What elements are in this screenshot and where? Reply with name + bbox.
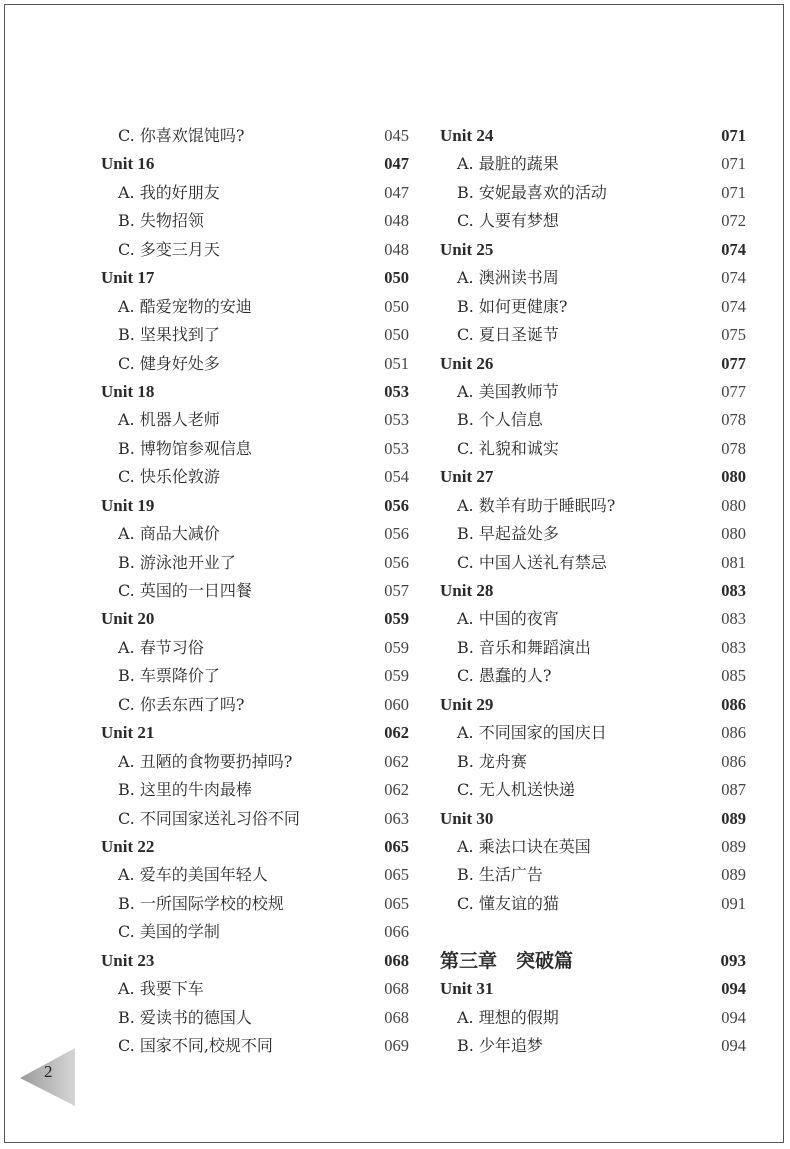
toc-entry-page: 065 (384, 865, 409, 885)
toc-entry-title: C. 多变三月天 (118, 239, 220, 259)
toc-unit-heading (101, 492, 409, 520)
toc-unit-heading (101, 605, 409, 633)
toc-entry (101, 805, 409, 833)
toc-entry (101, 1004, 409, 1032)
toc-entry-title: A. 理想的假期 (457, 1007, 559, 1027)
toc-entry-page: 057 (384, 581, 409, 600)
toc-entry (101, 350, 409, 378)
toc-entry (440, 1004, 746, 1032)
toc-entry-title: B. 如何更健康? (457, 296, 568, 316)
toc-entry-page: 062 (384, 723, 409, 743)
toc-entry-title: A. 最脏的蔬果 (457, 154, 559, 174)
toc-entry-title: B. 早起益处多 (457, 524, 559, 544)
toc-entry-title: A. 丑陋的食物要扔掉吗? (118, 751, 293, 771)
toc-unit-heading (440, 577, 746, 605)
toc-entry (101, 776, 409, 804)
toc-entry (101, 577, 409, 605)
toc-entry (101, 406, 409, 434)
toc-entry (440, 520, 746, 548)
toc-entry-page: 093 (720, 950, 746, 970)
toc-entry-title: C. 你喜欢馄饨吗? (118, 126, 245, 145)
toc-entry-title: B. 车票降价了 (118, 666, 220, 686)
toc-entry-page: 089 (721, 808, 746, 828)
toc-entry-page: 080 (721, 524, 746, 544)
toc-unit-heading (101, 947, 409, 975)
toc-entry-page: 081 (721, 552, 746, 572)
toc-entry-title: A. 澳洲读书周 (457, 268, 559, 288)
toc-unit-heading (440, 350, 746, 378)
toc-entry-page: 094 (721, 1007, 746, 1027)
toc-entry-page: 050 (384, 296, 409, 316)
toc-entry-page: 071 (721, 154, 746, 174)
toc-unit-heading (101, 833, 409, 861)
toc-entry-page: 087 (721, 780, 746, 800)
toc-entry-page: 047 (384, 154, 409, 174)
toc-entry-title: C. 人要有梦想 (457, 211, 559, 231)
toc-entry (440, 634, 746, 662)
page-number: 2 (44, 1062, 53, 1081)
toc-entry (101, 236, 409, 264)
toc-entry-page: 068 (384, 979, 409, 999)
toc-entry (101, 691, 409, 719)
toc-entry-title: Unit 30 (440, 808, 494, 828)
toc-entry-page: 051 (384, 353, 409, 373)
toc-unit-heading (101, 719, 409, 747)
toc-entry-page: 069 (384, 1036, 409, 1055)
toc-entry-page: 074 (721, 268, 746, 288)
toc-entry-title: C. 美国的学制 (118, 922, 220, 942)
toc-entry-title: Unit 27 (440, 467, 494, 487)
toc-unit-heading (440, 236, 746, 264)
toc-entry-title: Unit 22 (101, 836, 155, 856)
toc-entry (101, 463, 409, 491)
toc-entry-page: 086 (721, 723, 746, 743)
toc-entry-page: 080 (721, 467, 746, 487)
toc-entry-title: Unit 19 (101, 495, 155, 515)
toc-entry-title: B. 少年追梦 (457, 1036, 543, 1055)
toc-entry (440, 207, 746, 235)
toc-entry (440, 435, 746, 463)
toc-entry (440, 719, 746, 747)
toc-entry (101, 861, 409, 889)
toc-entry-title: Unit 29 (440, 694, 494, 714)
toc-entry-page: 056 (384, 524, 409, 544)
toc-entry-title: B. 一所国际学校的校规 (118, 893, 284, 913)
toc-entry-title: Unit 20 (101, 609, 155, 629)
toc-entry (440, 605, 746, 633)
toc-entry-page: 066 (384, 922, 409, 942)
toc-entry-page: 094 (721, 1036, 746, 1055)
page-number-badge (20, 1048, 80, 1108)
toc-unit-heading (101, 264, 409, 292)
toc-entry (101, 321, 409, 349)
toc-entry (101, 435, 409, 463)
toc-entry (101, 207, 409, 235)
toc-entry (440, 549, 746, 577)
toc-entry-page: 059 (384, 637, 409, 657)
toc-entry-title: C. 英国的一日四餐 (118, 581, 252, 600)
toc-entry-page: 047 (384, 182, 409, 202)
toc-entry-page: 054 (384, 467, 409, 487)
toc-entry-title: C. 无人机送快递 (457, 780, 575, 800)
toc-entry-title: Unit 24 (440, 126, 494, 145)
toc-entry-title: B. 个人信息 (457, 410, 543, 430)
toc-entry (440, 406, 746, 434)
toc-entry-page: 059 (384, 609, 409, 629)
toc-entry (101, 549, 409, 577)
toc-entry (101, 748, 409, 776)
toc-entry-title: A. 商品大减价 (118, 524, 220, 544)
toc-entry-title: Unit 21 (101, 723, 155, 743)
toc-entry-title: A. 酷爱宠物的安迪 (118, 296, 252, 316)
toc-entry (440, 179, 746, 207)
toc-entry (440, 264, 746, 292)
toc-entry (101, 122, 409, 150)
toc-spacer (440, 918, 746, 946)
toc-entry (101, 293, 409, 321)
toc-entry-page: 050 (384, 268, 409, 288)
toc-entry-title: Unit 16 (101, 154, 155, 174)
toc-left-column (101, 122, 409, 1060)
toc-entry-page: 048 (384, 211, 409, 231)
toc-entry-title: A. 乘法口诀在英国 (457, 836, 591, 856)
toc-entry (440, 662, 746, 690)
toc-entry (440, 748, 746, 776)
toc-entry-title: A. 不同国家的国庆日 (457, 723, 607, 743)
toc-entry-title: B. 龙舟赛 (457, 751, 527, 771)
toc-entry-title: C. 国家不同,校规不同 (118, 1036, 273, 1055)
toc-right-column (440, 122, 746, 1060)
toc-entry (440, 890, 746, 918)
toc-entry-title: C. 夏日圣诞节 (457, 325, 559, 345)
toc-entry-page: 078 (721, 410, 746, 430)
toc-entry-title: B. 坚果找到了 (118, 325, 220, 345)
toc-entry-title: A. 爱车的美国年轻人 (118, 865, 268, 885)
toc-entry-title: Unit 26 (440, 353, 494, 373)
toc-entry-title: A. 数羊有助于睡眠吗? (457, 495, 616, 515)
toc-entry-title: C. 愚蠢的人? (457, 666, 552, 686)
toc-entry-page: 053 (384, 438, 409, 458)
toc-entry-page: 078 (721, 438, 746, 458)
toc-entry (440, 321, 746, 349)
toc-entry-page: 083 (721, 581, 746, 600)
toc-entry (440, 861, 746, 889)
toc-entry (101, 1032, 409, 1060)
toc-entry-title: Unit 31 (440, 979, 494, 999)
toc-entry-page: 065 (384, 836, 409, 856)
toc-entry (440, 492, 746, 520)
toc-entry-page: 068 (384, 950, 409, 970)
toc-entry-page: 071 (721, 126, 746, 145)
toc-entry-title: A. 中国的夜宵 (457, 609, 559, 629)
toc-entry-title: B. 这里的牛肉最棒 (118, 780, 252, 800)
toc-entry-title: Unit 23 (101, 950, 155, 970)
toc-entry-title: B. 失物招领 (118, 211, 204, 231)
toc-entry-page: 050 (384, 325, 409, 345)
toc-entry-title: C. 你丢东西了吗? (118, 694, 245, 714)
toc-entry-title: Unit 25 (440, 239, 494, 259)
toc-entry-title: A. 美国教师节 (457, 381, 559, 401)
toc-entry-page: 077 (721, 353, 746, 373)
toc-entry-page: 056 (384, 495, 409, 515)
toc-entry-title: B. 游泳池开业了 (118, 552, 236, 572)
toc-entry (101, 634, 409, 662)
toc-entry-page: 080 (721, 495, 746, 515)
toc-entry-title: A. 机器人老师 (118, 410, 220, 430)
toc-entry (440, 293, 746, 321)
toc-entry-page: 091 (721, 893, 746, 913)
toc-entry (440, 833, 746, 861)
toc-unit-heading (440, 122, 746, 150)
toc-entry-title: B. 安妮最喜欢的活动 (457, 182, 607, 202)
toc-entry (440, 378, 746, 406)
toc-entry (440, 776, 746, 804)
toc-entry-page: 060 (384, 694, 409, 714)
toc-entry-title: C. 礼貌和诚实 (457, 438, 559, 458)
toc-entry-title: B. 生活广告 (457, 865, 543, 885)
toc-entry-title: 第三章 突破篇 (440, 949, 574, 972)
toc-entry-page: 077 (721, 381, 746, 401)
toc-entry-title: A. 春节习俗 (118, 637, 204, 657)
toc-entry-page: 062 (384, 780, 409, 800)
toc-entry-page: 068 (384, 1007, 409, 1027)
toc-entry-page: 086 (721, 694, 746, 714)
toc-entry-title: Unit 17 (101, 268, 155, 288)
toc-unit-heading (101, 378, 409, 406)
toc-entry (101, 975, 409, 1003)
toc-entry-page: 059 (384, 666, 409, 686)
toc-entry-page: 094 (721, 979, 746, 999)
toc-entry (440, 1032, 746, 1060)
toc-entry-page: 075 (721, 325, 746, 345)
toc-entry-title: A. 我的好朋友 (118, 182, 220, 202)
toc-entry (101, 918, 409, 946)
toc-entry-page: 045 (384, 126, 409, 145)
toc-entry-page: 086 (721, 751, 746, 771)
toc-entry-title: C. 快乐伦敦游 (118, 467, 220, 487)
toc-unit-heading (101, 150, 409, 178)
toc-entry-title: C. 懂友谊的猫 (457, 893, 559, 913)
toc-unit-heading (440, 691, 746, 719)
toc-entry-title: C. 中国人送礼有禁忌 (457, 552, 607, 572)
toc-entry-title: Unit 18 (101, 381, 155, 401)
toc-entry (101, 890, 409, 918)
toc-entry-title: B. 博物馆参观信息 (118, 438, 252, 458)
toc-entry (101, 662, 409, 690)
toc-entry-page: 071 (721, 182, 746, 202)
toc-entry-page: 053 (384, 381, 409, 401)
toc-entry-title: B. 音乐和舞蹈演出 (457, 637, 591, 657)
toc-entry-page: 085 (721, 666, 746, 686)
toc-entry-page: 074 (721, 239, 746, 259)
toc-entry-page: 063 (384, 808, 409, 828)
toc-chapter-heading (440, 947, 746, 975)
toc-entry-page: 089 (721, 836, 746, 856)
toc-entry-page: 083 (721, 637, 746, 657)
toc-unit-heading (440, 805, 746, 833)
toc-entry (101, 179, 409, 207)
toc-entry-page: 072 (721, 211, 746, 231)
toc-entry-title: C. 不同国家送礼习俗不同 (118, 808, 300, 828)
toc-entry-page: 089 (721, 865, 746, 885)
toc-entry-page: 056 (384, 552, 409, 572)
toc-entry-title: Unit 28 (440, 581, 494, 600)
toc-entry (440, 150, 746, 178)
toc-entry-page: 053 (384, 410, 409, 430)
toc-entry-page: 074 (721, 296, 746, 316)
toc-entry-title: A. 我要下车 (118, 979, 204, 999)
toc-entry-page: 062 (384, 751, 409, 771)
toc-entry-title: C. 健身好处多 (118, 353, 220, 373)
toc-entry-page: 083 (721, 609, 746, 629)
toc-entry (101, 520, 409, 548)
toc-entry-page: 048 (384, 239, 409, 259)
toc-entry-page: 065 (384, 893, 409, 913)
toc-unit-heading (440, 463, 746, 491)
toc-entry-title: B. 爱读书的德国人 (118, 1007, 252, 1027)
toc-unit-heading (440, 975, 746, 1003)
